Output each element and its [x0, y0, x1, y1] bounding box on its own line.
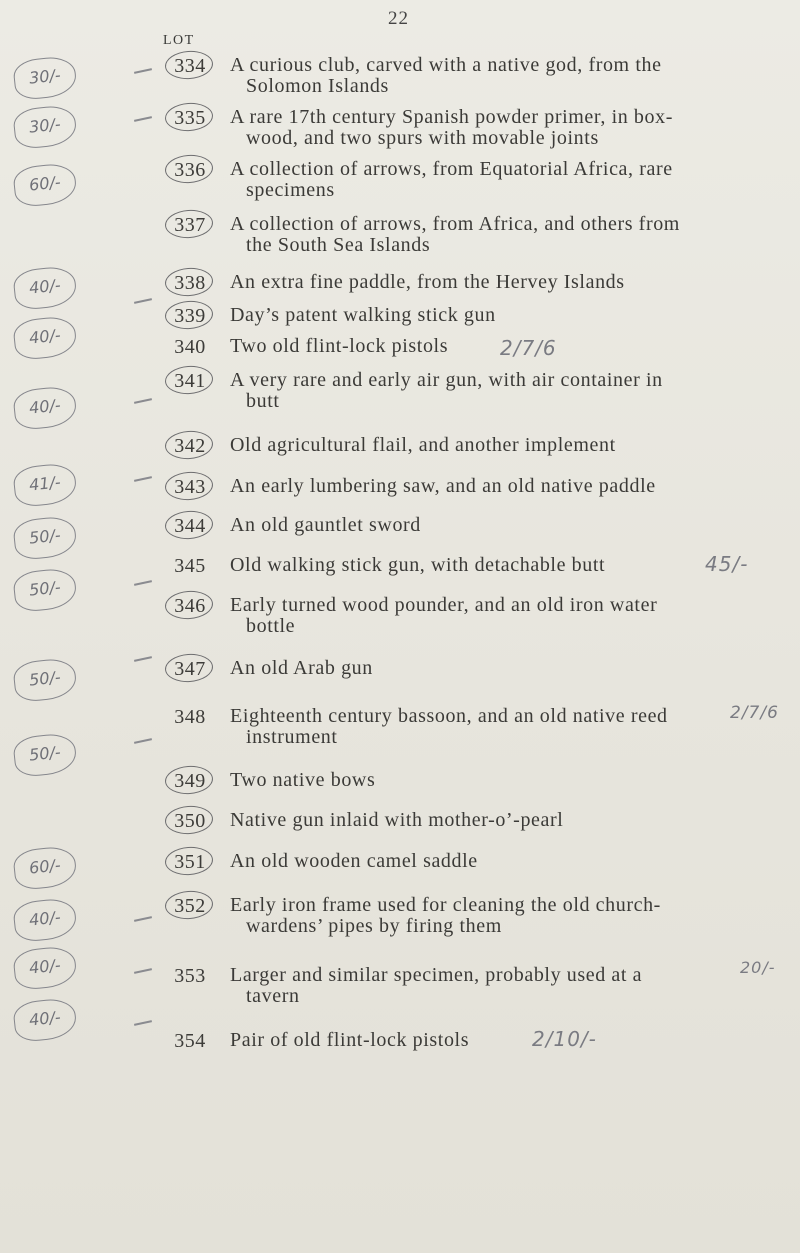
- margin-price: 50/-: [12, 657, 78, 703]
- margin-price: 50/-: [12, 567, 78, 613]
- lot-description-line: tavern: [246, 985, 300, 1007]
- column-heading-lot: LOT: [163, 33, 195, 48]
- pencil-tick: [134, 298, 152, 304]
- lot-description: [230, 851, 730, 872]
- pencil-tick: [134, 916, 152, 922]
- lot-description: [230, 965, 730, 1007]
- lot-number: 343: [168, 476, 212, 499]
- lot-number: 345: [174, 555, 206, 577]
- pencil-tick: [134, 116, 152, 122]
- lot-description-line: Native gun inlaid with mother-o’-pearl: [230, 809, 564, 831]
- lot-description: [230, 1030, 730, 1051]
- handwritten-price: 45/-: [705, 552, 749, 576]
- margin-price: 40/-: [12, 265, 78, 311]
- lot-number: 351: [168, 851, 212, 874]
- margin-price: 60/-: [12, 845, 78, 891]
- lot-number: 350: [168, 810, 212, 833]
- margin-price: 60/-: [12, 162, 78, 208]
- lot-description-line: An extra fine paddle, from the Hervey Islands: [230, 271, 625, 293]
- page-number: 22: [388, 8, 409, 29]
- pencil-tick: [134, 1020, 152, 1026]
- lot-description-line: wood, and two spurs with movable joints: [246, 127, 599, 149]
- lot-number: 346: [168, 595, 212, 618]
- lot-description-line: Day’s patent walking stick gun: [230, 304, 496, 326]
- lot-description-line: Pair of old flint-lock pistols: [230, 1029, 470, 1051]
- lot-number: 348: [174, 706, 206, 728]
- margin-price: 50/-: [12, 732, 78, 778]
- lot-description-line: A very rare and early air gun, with air container in: [230, 369, 663, 391]
- lot-number: 337: [168, 214, 212, 237]
- lot-number: 352: [168, 895, 212, 918]
- margin-price: 40/-: [12, 945, 78, 991]
- lot-description: [230, 159, 730, 201]
- lot-number: 342: [168, 435, 212, 458]
- pencil-tick: [134, 738, 152, 744]
- lot-description: [230, 555, 730, 576]
- lot-description-line: Solomon Islands: [246, 75, 389, 97]
- pencil-tick: [134, 968, 152, 974]
- lot-description-line: wardens’ pipes by firing them: [246, 915, 502, 937]
- lot-description: [230, 515, 730, 536]
- lot-description: [230, 810, 730, 831]
- lot-description: [230, 336, 730, 357]
- lot-description-line: Old agricultural flail, and another implement: [230, 434, 616, 456]
- lot-description-line: A collection of arrows, from Africa, and others from: [230, 213, 680, 235]
- lot-description: [230, 435, 730, 456]
- lot-description: [230, 107, 730, 149]
- lot-description: [230, 770, 730, 791]
- lot-description-line: Old walking stick gun, with detachable butt: [230, 554, 606, 576]
- lot-description: [230, 895, 730, 937]
- lot-number: 344: [168, 515, 212, 538]
- lot-number: 353: [174, 965, 206, 987]
- lot-description: [230, 305, 730, 326]
- lot-description-line: An early lumbering saw, and an old native paddle: [230, 475, 656, 497]
- handwritten-price: 20/-: [740, 958, 776, 977]
- lot-number: 354: [174, 1030, 206, 1052]
- lot-description-line: A collection of arrows, from Equatorial Africa, rare: [230, 158, 673, 180]
- lot-description-line: An old gauntlet sword: [230, 514, 421, 536]
- lot-number: 347: [168, 658, 212, 681]
- margin-price: 50/-: [12, 515, 78, 561]
- pencil-tick: [134, 68, 152, 74]
- handwritten-price: 2/10/-: [532, 1027, 597, 1051]
- lot-number: 334: [168, 55, 212, 78]
- lot-description-line: Eighteenth century bassoon, and an old native reed: [230, 705, 668, 727]
- lot-description-line: bottle: [246, 615, 296, 637]
- lot-description-line: specimens: [246, 179, 335, 201]
- pencil-tick: [134, 656, 152, 662]
- lot-description: [230, 214, 730, 256]
- margin-price: 30/-: [12, 55, 78, 101]
- handwritten-price: 2/7/6: [500, 336, 557, 360]
- lot-number: 338: [168, 272, 212, 295]
- lot-number: 349: [168, 770, 212, 793]
- lot-number: 341: [168, 370, 212, 393]
- pencil-tick: [134, 476, 152, 482]
- lot-description: [230, 706, 730, 748]
- lot-description-line: An old Arab gun: [230, 657, 373, 679]
- margin-price: 40/-: [12, 385, 78, 431]
- lot-description-line: instrument: [246, 726, 338, 748]
- handwritten-price: 2/7/6: [730, 703, 779, 723]
- lot-number: 335: [168, 107, 212, 130]
- lot-number: 339: [168, 305, 212, 328]
- lot-description-line: Larger and similar specimen, probably used at a: [230, 964, 643, 986]
- lot-description: [230, 595, 730, 637]
- lot-number: 340: [174, 336, 206, 358]
- lot-description-line: A rare 17th century Spanish powder primer, in box-: [230, 106, 673, 128]
- lot-description: [230, 658, 730, 679]
- lot-description: [230, 272, 730, 293]
- lot-description-line: butt: [246, 390, 280, 412]
- margin-price: 40/-: [12, 897, 78, 943]
- lot-number: 336: [168, 159, 212, 182]
- lot-description-line: Two old flint-lock pistols: [230, 335, 449, 357]
- pencil-tick: [134, 398, 152, 404]
- lot-description-line: A curious club, carved with a native god, from the: [230, 54, 662, 76]
- lot-description-line: Two native bows: [230, 769, 376, 791]
- lot-description-line: An old wooden camel saddle: [230, 850, 478, 872]
- margin-price: 41/-: [12, 462, 78, 508]
- margin-price: 40/-: [12, 315, 78, 361]
- lot-description-line: Early iron frame used for cleaning the old church-: [230, 894, 661, 916]
- lot-description-line: the South Sea Islands: [246, 234, 431, 256]
- lot-description-line: Early turned wood pounder, and an old iron water: [230, 594, 658, 616]
- lot-description: [230, 55, 730, 97]
- lot-description: [230, 476, 730, 497]
- pencil-tick: [134, 580, 152, 586]
- margin-price: 30/-: [12, 104, 78, 150]
- lot-description: [230, 370, 730, 412]
- margin-price: 40/-: [12, 997, 78, 1043]
